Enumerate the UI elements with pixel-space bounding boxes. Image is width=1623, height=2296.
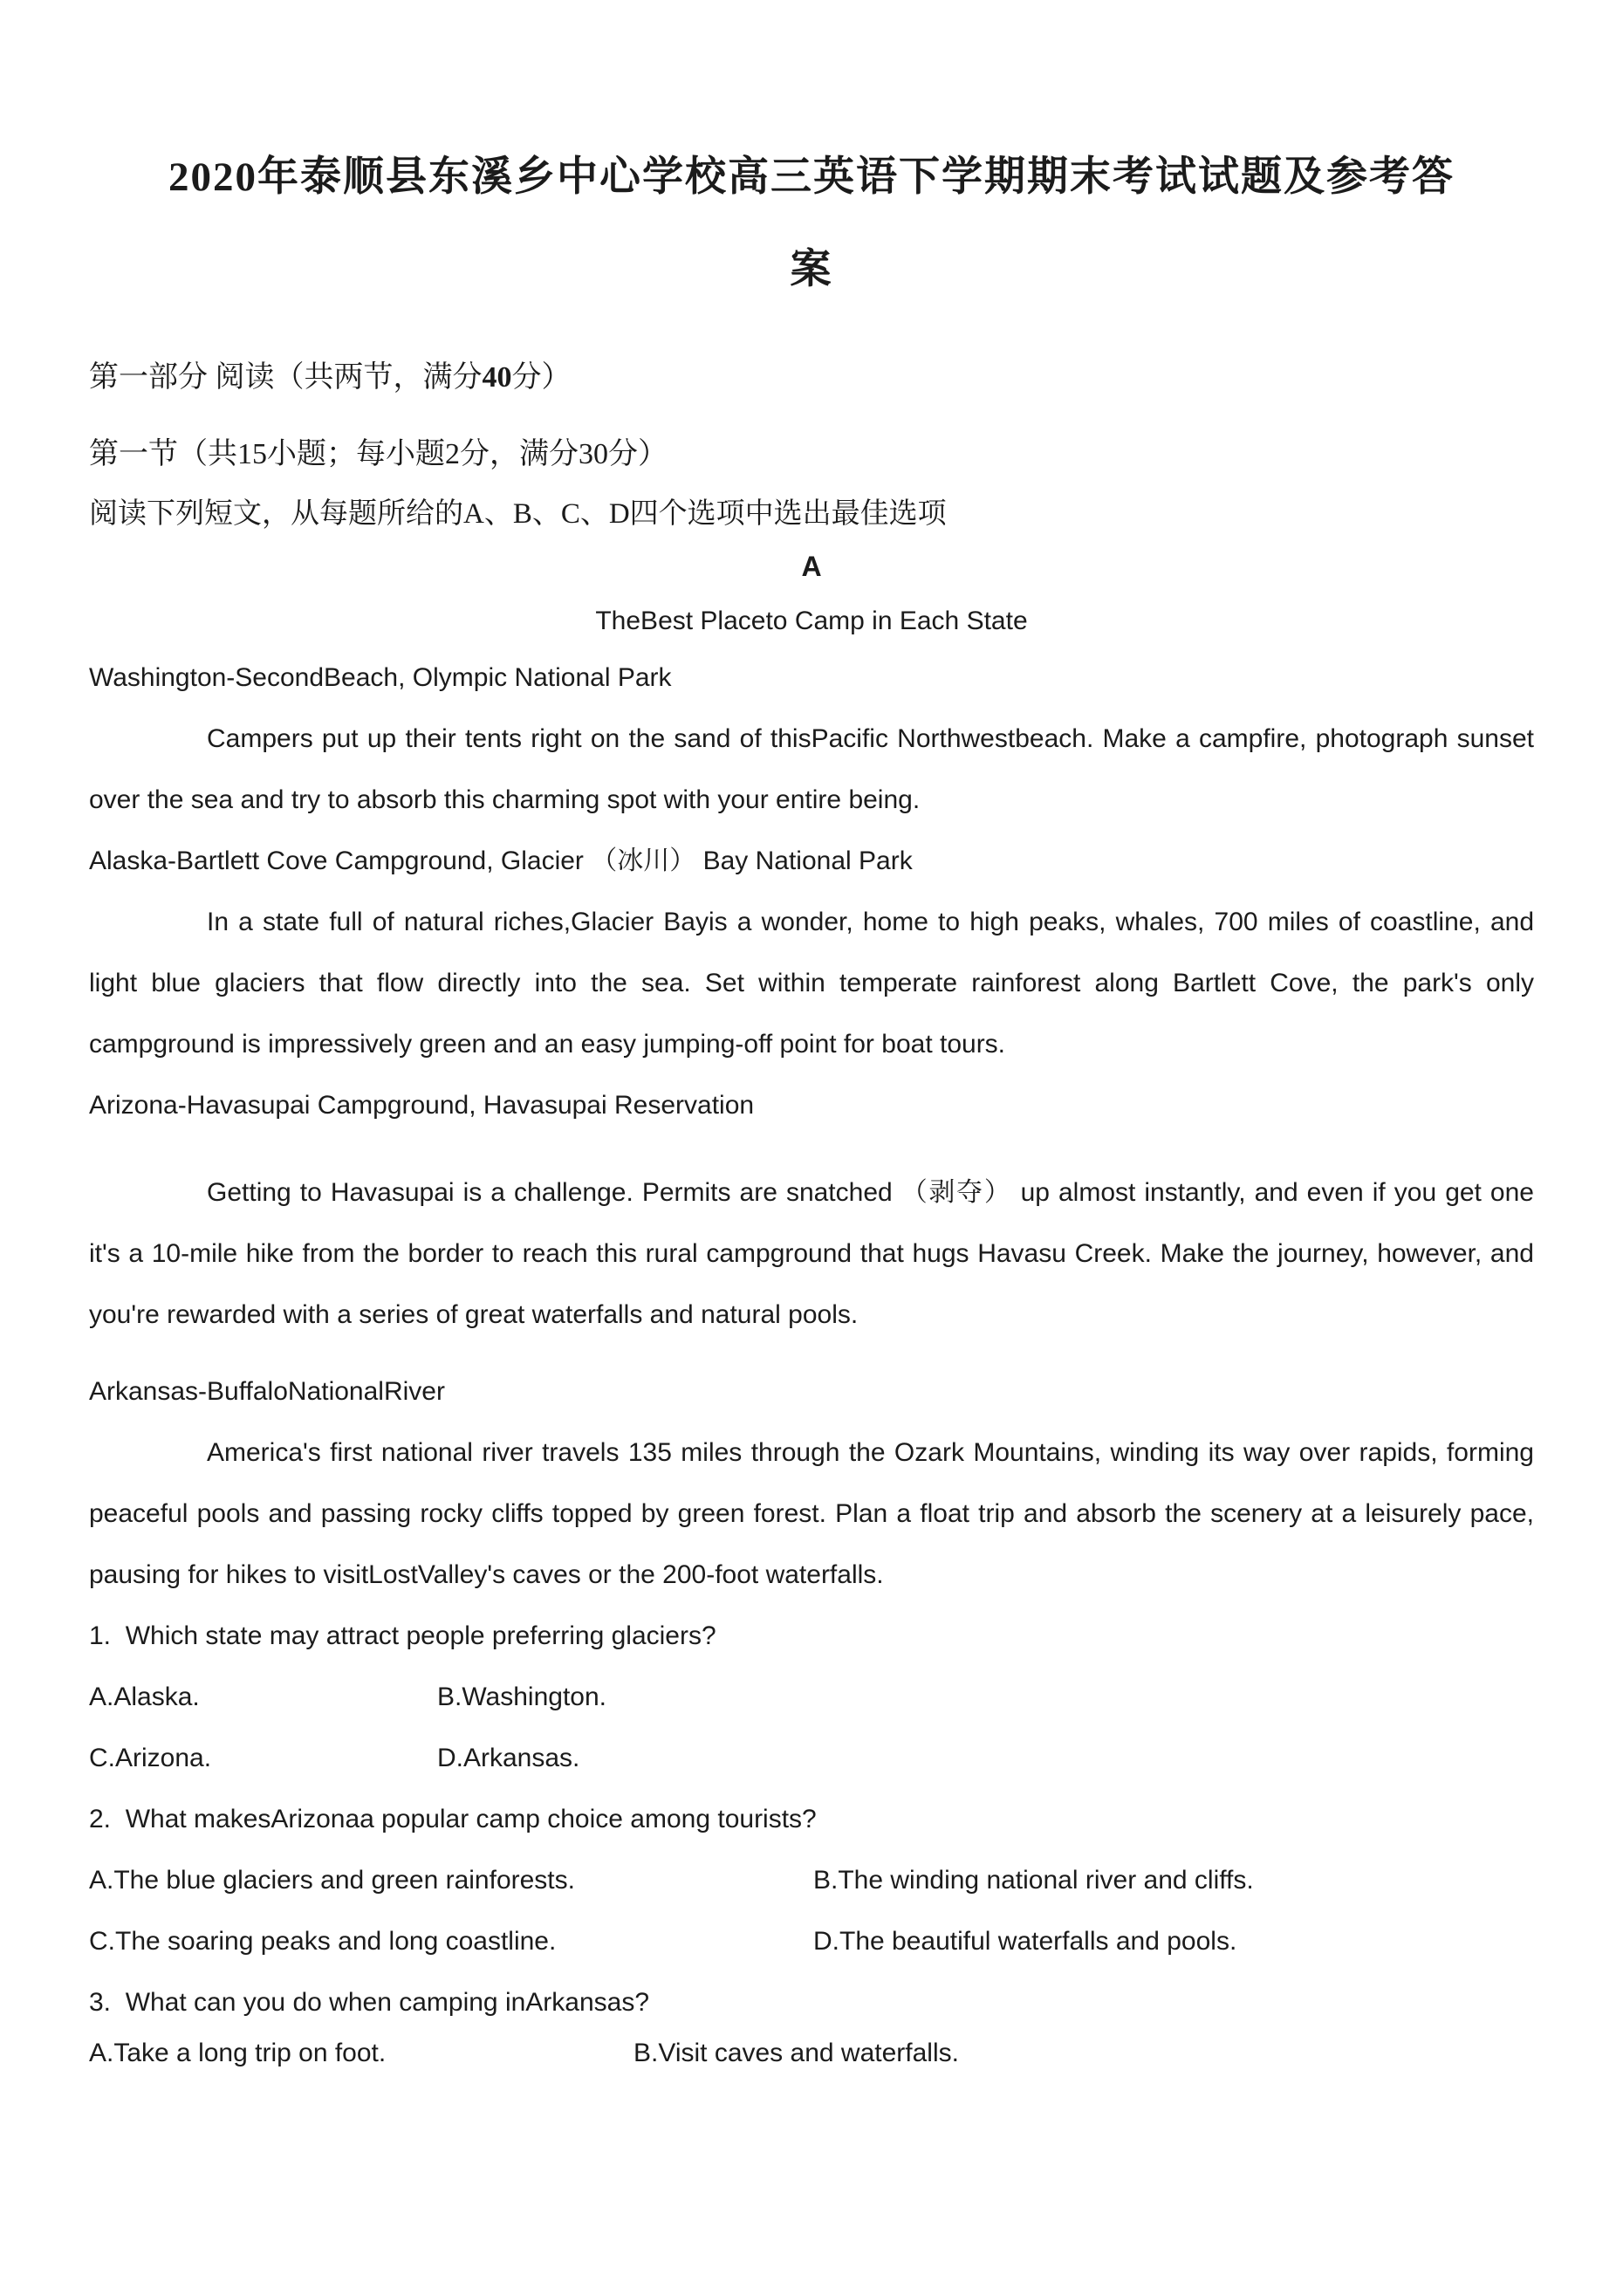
question-2-options-row-cd [89,1911,1534,1972]
part1-header [89,358,1534,398]
question-2-option-b: B.The winding national river and cliffs. [813,1866,1254,1895]
passage-heading-arkansas: Arkansas-BuffaloNationalRiver [89,1377,445,1406]
part1-header-prefix: 第一部分 阅读（共两节，满分 [89,361,483,394]
document-title [89,131,1534,316]
question-1-text: 1. Which state may attract people preferring glaciers? [89,1621,716,1650]
question-3-text: 3. What can you do when camping inArkansas? [89,1988,650,2017]
document-title-line1: 2020年泰顺县东溪乡中心学校高三英语下学期期末考试试题及参考答 [168,154,1455,200]
question-2-options-row-ab [89,1850,1534,1911]
passage-heading-alaska: Alaska-Bartlett Cove Campground, Glacier （冰川） Bay National Park [89,846,913,875]
question-2-option-d: D.The beautiful waterfalls and pools. [813,1927,1237,1956]
question-1-option-d: D.Arkansas. [437,1744,580,1772]
question-2-option-a: A.The blue glaciers and green rainforests. [89,1866,575,1895]
passage-paragraph-arkansas: America's first national river travels 135 miles through the Ozark Mountains, winding its way over rapids, forming peaceful pools and passing rocky cliffs topped by green forest. Plan a float trip and absorb the scenery at a leisurely pace, pausing for hikes to visitLostValley's caves or the 200-foot waterfalls. [89,1438,1534,1589]
question-3-option-b: B.Visit caves and waterfalls. [633,2039,959,2067]
passage-paragraph-arizona: Getting to Havasupai is a challenge. Permits are snatched （剥夺） up almost instantly, and even if you get one it's a 10-mile hike from the border to reach this rural campground that hugs Havasu Creek. Make the journey, however, and you're rewarded with a series of great waterfalls and natural pools. [89,1178,1534,1329]
passage-heading-arizona: Arizona-Havasupai Campground, Havasupai Reservation [89,1091,755,1120]
passage-title: TheBest Placeto Camp in Each State [595,607,1028,635]
question-1-options-row-cd [89,1728,1534,1789]
question-3-options-row-ab [89,2033,1534,2073]
passage-paragraph-washington: Campers put up their tents right on the sand of thisPacific Northwestbeach. Make a campfire, photograph sunset over the sea and try to absorb this charming spot with your entire being. [89,724,1534,814]
section1-header: 第一节（共15小题；每小题2分，满分30分） [89,438,668,470]
reading-instructions: 阅读下列短文，从每题所给的A、B、C、D四个选项中选出最佳选项 [89,498,947,530]
passage-paragraph-alaska: In a state full of natural riches,Glacier Bayis a wonder, home to high peaks, whales, 700 miles of coastline, and light blue glaciers that flow directly into the sea. Set within temperate rainforest along Bartlett Cove, the park's only campground is impressively green and an easy jumping-off point for boat tours. [89,908,1534,1059]
question-3-option-a: A.Take a long trip on foot. [89,2039,387,2067]
document-title-line2: 案 [790,247,833,292]
question-1-option-c: C.Arizona. [89,1744,212,1772]
question-1-option-a: A.Alaska. [89,1683,200,1711]
passage-label: A [801,551,822,582]
part1-header-points: 40 [482,361,512,394]
passage-heading-washington: Washington-SecondBeach, Olympic National Park [89,663,672,692]
part1-header-suffix: 分） [511,361,572,394]
question-1-options-row-ab [89,1667,1534,1728]
question-1-option-b: B.Washington. [437,1683,606,1711]
question-2-option-c: C.The soaring peaks and long coastline. [89,1927,557,1956]
question-2-text: 2. What makesArizonaa popular camp choice among tourists? [89,1805,817,1833]
